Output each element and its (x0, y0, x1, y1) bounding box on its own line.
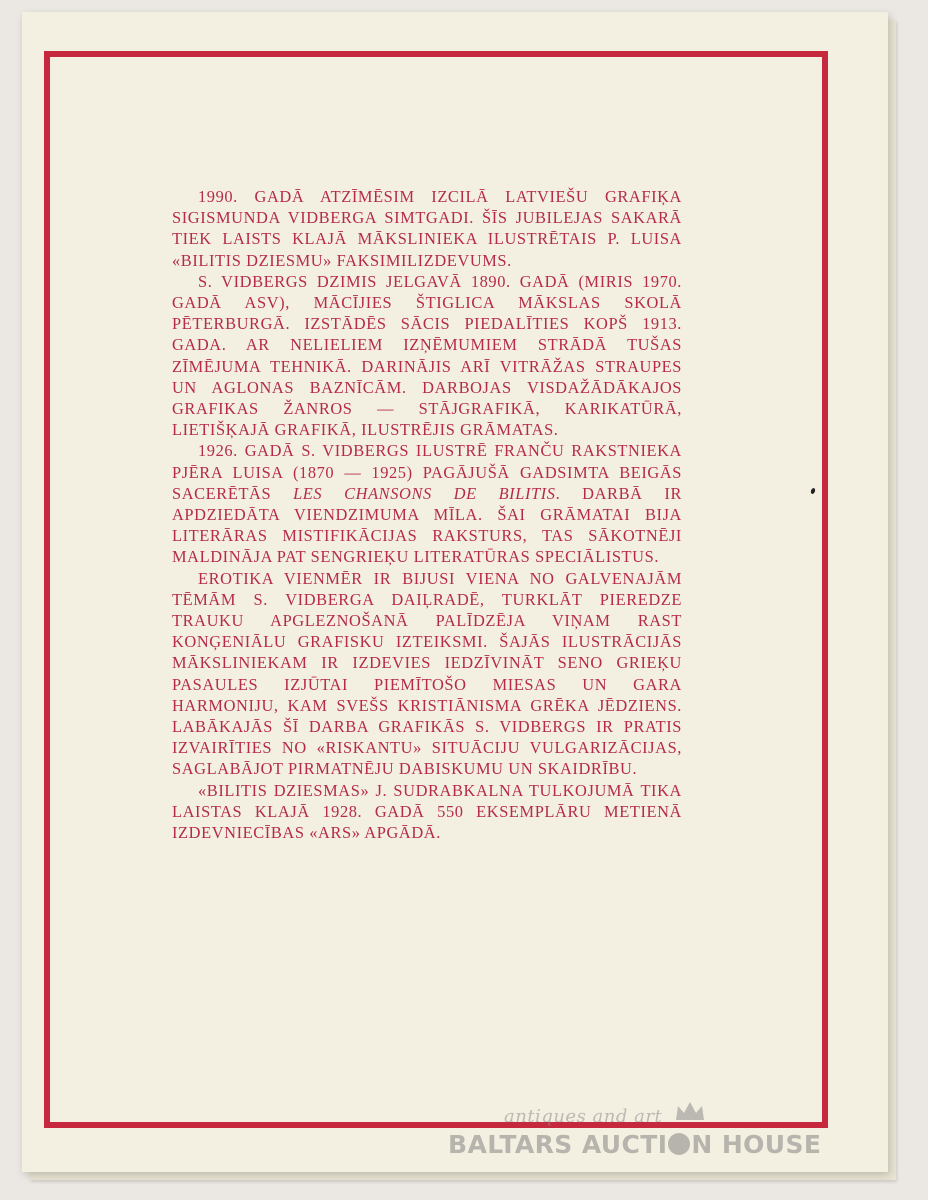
book-back-cover (22, 12, 888, 1172)
cover-text (172, 186, 682, 843)
paragraph-3-text-a: 1926. GADĀ S. VIDBERGS ILUSTRĒ FRANČU RAKSTNIEKA PJĒRA LUISA (1870 — 1925) PAGĀJUŠĀ GADSIMTA BEIGĀS SACERĒTĀS (172, 441, 682, 503)
paragraph-centenary: 1990. GADĀ ATZĪMĒSIM IZCILĀ LATVIEŠU GRAFIĶA SIGISMUNDA VIDBERGA SIMTGADI. ŠĪS JUBILEJAS SAKARĀ TIEK LAISTS KLAJĀ MĀKSLINIEKA ILUSTRĒTAIS P. LUISA «BILITIS DZIESMU» FAKSIMILIZDEVUMS. (172, 187, 682, 270)
paragraph-publication: «BILITIS DZIESMAS» J. SUDRABKALNA TULKOJUMĀ TIKA LAISTAS KLAJĀ 1928. GADĀ 550 EKSEMPLĀRU METIENĀ IZDEVNIECĪBAS «ARS» APGĀDĀ. (172, 780, 682, 843)
book-title-italic: LES CHANSONS DE BILITIS (293, 483, 556, 503)
paragraph-illustration-history (172, 440, 682, 567)
crown-icon (674, 1100, 706, 1127)
paragraph-biography: S. VIDBERGS DZIMIS JELGAVĀ 1890. GADĀ (MIRIS 1970. GADĀ ASV), MĀCĪJIES ŠTIGLICA MĀKSLAS SKOLĀ PĒTERBURGĀ. IZSTĀDĒS SĀCIS PIEDALĪTIES KOPŠ 1913. GADA. AR NELIELIEM IZŅĒMUMIEM STRĀDĀ TUŠAS ZĪMĒJUMA TEHNIKĀ. DARINĀJIS ARĪ VITRĀŽAS STRAUPES UN AGLONAS BAZNĪCĀM. DARBOJAS VISDAŽĀDĀKAJOS GRAFIKAS ŽANROS — STĀJGRAFIKĀ, KARIKATŪRĀ, LIETIŠĶAJĀ GRAFIKĀ, ILUSTRĒJIS GRĀMATAS. (172, 271, 682, 440)
watermark-circle-icon (668, 1133, 690, 1155)
watermark-name (448, 1130, 821, 1159)
paragraph-3-text-b: . DARBĀ IR APDZIEDĀTA VIENDZIMUMA MĪLA. ŠAI GRĀMATAI BIJA LITERĀRAS MISTIFIKĀCIJAS RAKSTURS, TAS SĀKOTNĒJI MALDINĀJA PAT SENGRIEĶU LITERATŪRAS SPECIĀLISTUS. (172, 483, 683, 567)
watermark-name-part-1: BALTARS AUCTI (448, 1130, 668, 1159)
watermark-tagline: antiques and art (504, 1106, 663, 1127)
paragraph-erotica: EROTIKA VIENMĒR IR BIJUSI VIENA NO GALVENAJĀM TĒMĀM S. VIDBERGA DAIĻRADĒ, TURKLĀT PIEREDZE TRAUKU APGLEZNOŠANĀ PALĪDZĒJA VIŅAM RAST KONĢENIĀLU GRAFISKU IZTEIKSMI. ŠAJĀS ILUSTRĀCIJĀS MĀKSLINIEKAM IR IZDEVIES IEDZĪVINĀT SENO GRIEĶU PASAULES IZJŪTAI PIEMĪTOŠO MIESAS UN GARA HARMONIJU, KAM SVEŠS KRISTIĀNISMA GRĒKA JĒDZIENS. LABĀKAJĀS ŠĪ DARBA GRAFIKĀS S. VIDBERGS IR PRATIS IZVAIRĪTIES NO «RISKANTU» SITUĀCIJU VULGARIZĀCIJAS, SAGLABĀJOT PIRMATNĒJU DABISKUMU UN SKAIDRĪBU. (172, 568, 682, 779)
auction-house-watermark (448, 1106, 848, 1166)
watermark-name-part-2: N HOUSE (691, 1130, 822, 1159)
